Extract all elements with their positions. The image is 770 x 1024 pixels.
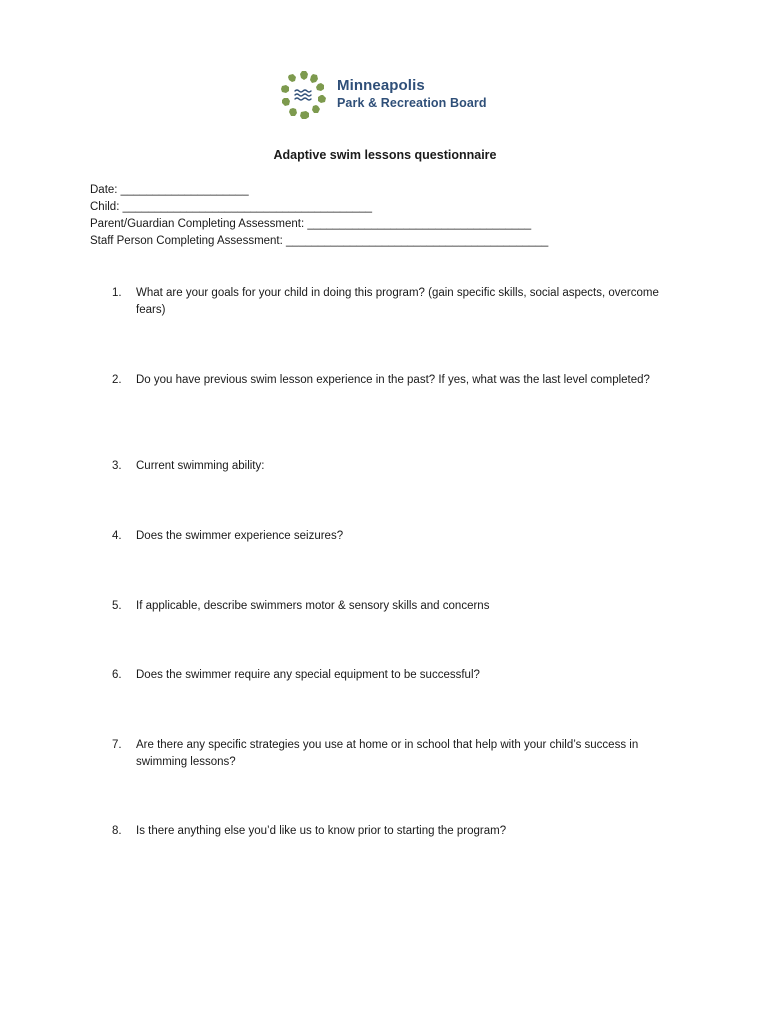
child-field[interactable]: Child: _______________________________________ [90, 201, 373, 213]
document-title: Adaptive swim lessons questionnaire [273, 148, 497, 162]
mprb-logo [278, 70, 498, 120]
question-number: 7. [112, 739, 122, 751]
question-number: 6. [112, 669, 122, 681]
question-number: 2. [112, 374, 122, 386]
question-text: Do you have previous swim lesson experience in the past? If yes, what was the last level completed? [136, 374, 650, 386]
logo-text [337, 77, 487, 111]
question-text: Is there anything else you’d like us to know prior to starting the program? [136, 825, 507, 837]
form-fields [90, 182, 548, 250]
question-number: 5. [112, 600, 122, 612]
leaf-wreath-logo-icon [278, 70, 330, 120]
question-text: If applicable, describe swimmers motor & sensory skills and concerns [136, 600, 490, 612]
question-number: 3. [112, 460, 122, 472]
question-text: Does the swimmer require any special equipment to be successful? [136, 669, 480, 681]
question-text: Does the swimmer experience seizures? [136, 530, 344, 542]
staff-person-field[interactable]: Staff Person Completing Assessment: _________________________________________ [90, 235, 549, 247]
question-number: 1. [112, 287, 122, 299]
logo-org-subname: Park & Recreation Board [337, 96, 487, 110]
parent-guardian-field[interactable]: Parent/Guardian Completing Assessment: ___________________________________ [90, 218, 532, 230]
question-number: 8. [112, 825, 122, 837]
logo-org-name: Minneapolis [337, 77, 425, 94]
date-field[interactable]: Date: ____________________ [90, 184, 249, 196]
question-text: Are there any specific strategies you use at home or in school that help with your child’s success in swimming lessons? [136, 739, 639, 768]
question-text: What are your goals for your child in doing this program? (gain specific skills, social aspects, overcome fears) [136, 287, 659, 316]
question-number: 4. [112, 530, 122, 542]
question-text: Current swimming ability: [136, 460, 265, 472]
